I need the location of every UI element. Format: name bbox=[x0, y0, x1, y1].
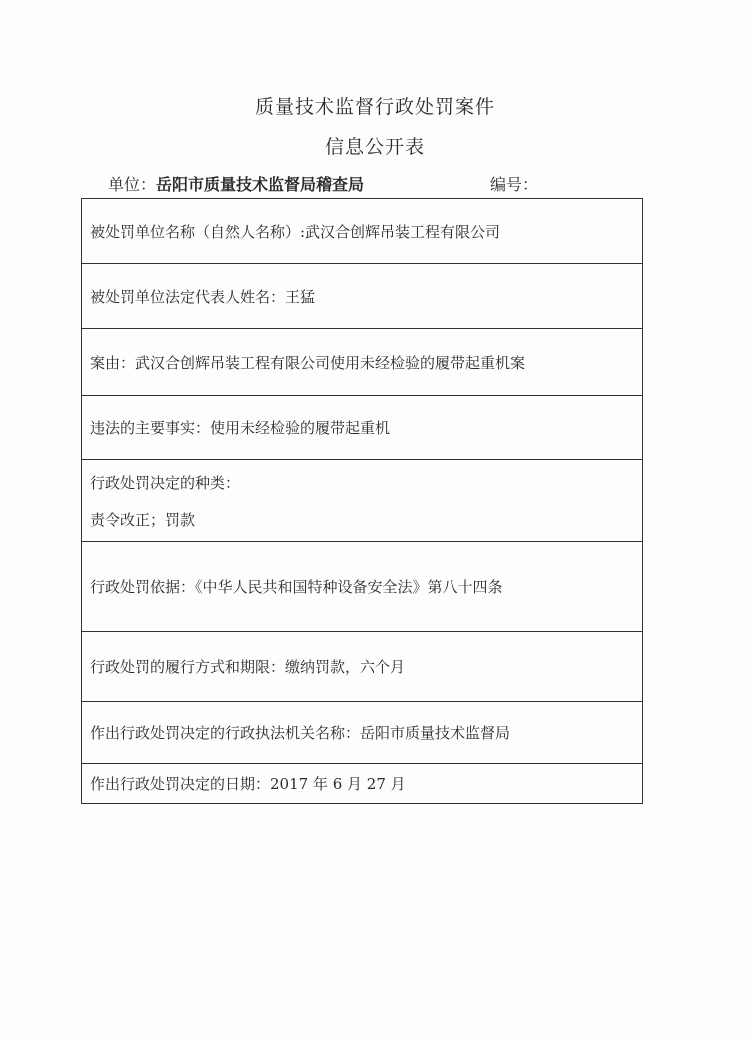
main-facts-cell: 违法的主要事实：使用未经检验的履带起重机 bbox=[82, 396, 643, 460]
legal-representative-cell: 被处罚单位法定代表人姓名：王猛 bbox=[82, 264, 643, 329]
unit-value: 岳阳市质量技术监督局稽查局 bbox=[156, 175, 365, 194]
table-row bbox=[82, 460, 643, 542]
unit-line bbox=[108, 172, 364, 195]
penalized-unit-name-cell: 被处罚单位名称（自然人名称）:武汉合创辉吊装工程有限公司 bbox=[82, 199, 643, 264]
table-row bbox=[82, 396, 643, 460]
number-label: 编号： bbox=[490, 175, 539, 194]
penalty-type-label: 行政处罚决定的种类： bbox=[90, 473, 241, 492]
performance-method-cell: 行政处罚的履行方式和期限：缴纳罚款，六个月 bbox=[82, 632, 643, 702]
penalty-type-value: 责令改正；罚款 bbox=[90, 510, 196, 529]
penalty-basis-cell: 行政处罚依据：《中华人民共和国特种设备安全法》第八十四条 bbox=[82, 542, 643, 632]
enforcement-agency-cell: 作出行政处罚决定的行政执法机关名称：岳阳市质量技术监督局 bbox=[82, 702, 643, 764]
table-row bbox=[82, 702, 643, 764]
table-row bbox=[82, 329, 643, 396]
unit-label: 单位： bbox=[108, 175, 157, 194]
table-row bbox=[82, 264, 643, 329]
document-subtitle: 信息公开表 bbox=[324, 136, 425, 158]
case-cause-cell: 案由：武汉合创辉吊装工程有限公司使用未经检验的履带起重机案 bbox=[82, 329, 643, 396]
document-title: 质量技术监督行政处罚案件 bbox=[254, 96, 495, 118]
info-table bbox=[81, 198, 643, 804]
table-row bbox=[82, 542, 643, 632]
table-row bbox=[82, 632, 643, 702]
decision-date-cell: 作出行政处罚决定的日期：2017 年 6 月 27 月 bbox=[82, 764, 643, 804]
table-row bbox=[82, 199, 643, 264]
penalty-type-cell bbox=[82, 460, 643, 542]
table-row bbox=[82, 764, 643, 804]
